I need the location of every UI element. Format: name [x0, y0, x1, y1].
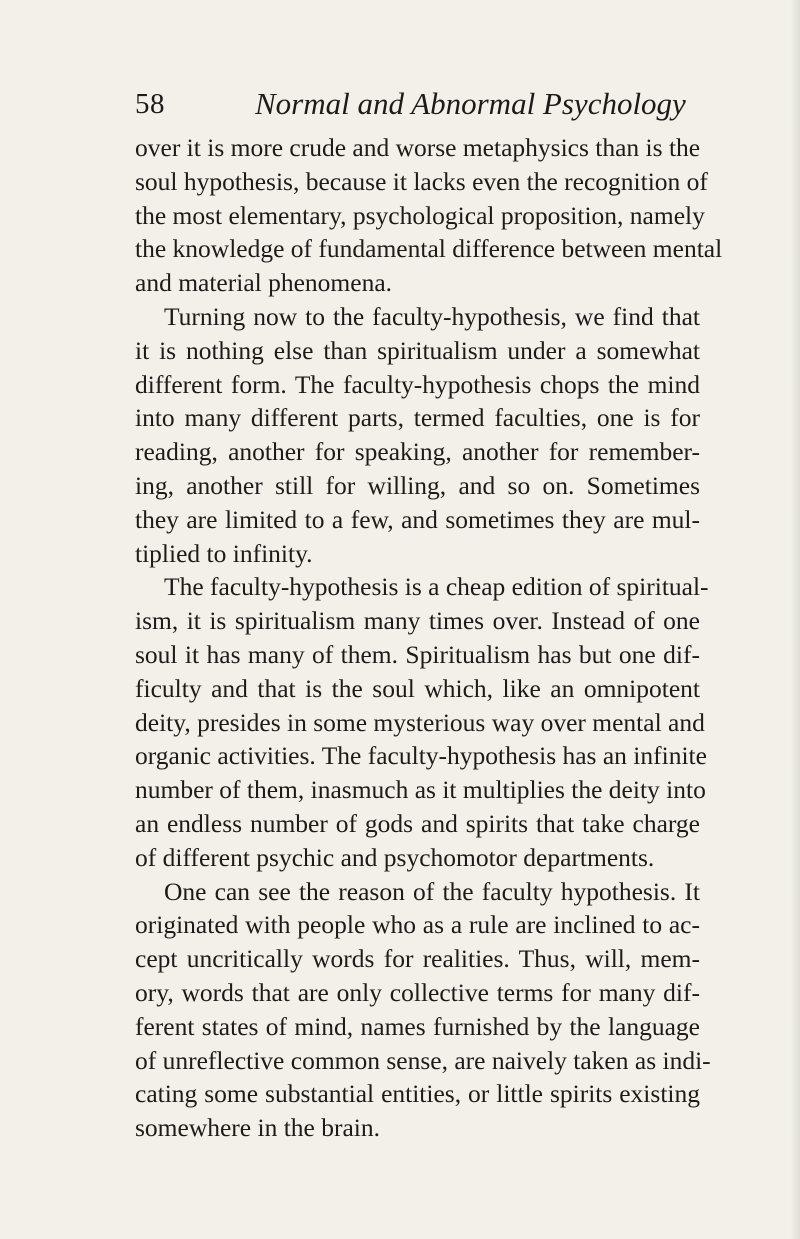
text-line: ferent states of mind, names furnished by the language [135, 1011, 700, 1041]
text-line: deity, presides in some mysterious way over mental and [135, 707, 705, 737]
text-line: different form. The faculty-hypothesis chops the mind [135, 369, 700, 399]
text-line: ficulty and that is the soul which, like an omnipotent [135, 673, 700, 703]
text-line: an endless number of gods and spirits that take charge [135, 808, 700, 838]
text-line: Turning now to the faculty-hypothesis, we find that [164, 301, 700, 331]
running-head: Normal and Abnormal Psychology [255, 86, 686, 121]
text-line: somewhere in the brain. [135, 1113, 381, 1143]
text-line: soul it has many of them. Spiritualism has but one dif- [135, 639, 700, 669]
text-line: soul hypothesis, because it lacks even the recognition of [135, 166, 708, 196]
text-line: ism, it is spiritualism many times over. Instead of one [135, 606, 700, 636]
text-line: cating some substantial entities, or little spirits existing [135, 1079, 700, 1109]
text-line: and material phenomena. [135, 268, 393, 298]
text-line: the knowledge of fundamental difference between mental [135, 234, 723, 264]
body-text [135, 131, 723, 1145]
page-edge-shadow [790, 0, 800, 1239]
text-line: tiplied to infinity. [135, 538, 313, 568]
text-line: The faculty-hypothesis is a cheap edition of spiritual- [164, 572, 709, 602]
page-header [135, 72, 695, 122]
text-line: the most elementary, psychological proposition, namely [135, 200, 705, 230]
text-line: of different psychic and psychomotor departments. [135, 842, 655, 872]
text-line: ing, another still for willing, and so on. Sometimes [135, 470, 700, 500]
text-line: reading, another for speaking, another for remember- [135, 437, 700, 467]
text-line: organic activities. The faculty-hypothesis has an infinite [135, 741, 707, 771]
text-line: into many different parts, termed faculties, one is for [135, 403, 700, 433]
text-line: over it is more crude and worse metaphysics than is the [135, 133, 701, 162]
text-line: One can see the reason of the faculty hypothesis. It [164, 876, 700, 906]
text-line: of unreflective common sense, are naively taken as indi- [135, 1045, 711, 1075]
text-line: they are limited to a few, and sometimes they are mul- [135, 504, 700, 534]
text-line: originated with people who as a rule are inclined to ac- [135, 910, 700, 940]
page-number: 58 [135, 88, 165, 120]
text-line: ory, words that are only collective terms for many dif- [135, 977, 700, 1007]
text-line: number of them, inasmuch as it multiplies the deity into [135, 775, 706, 805]
text-line: it is nothing else than spiritualism under a somewhat [135, 335, 700, 365]
text-line: cept uncritically words for realities. Thus, will, mem- [135, 944, 700, 974]
